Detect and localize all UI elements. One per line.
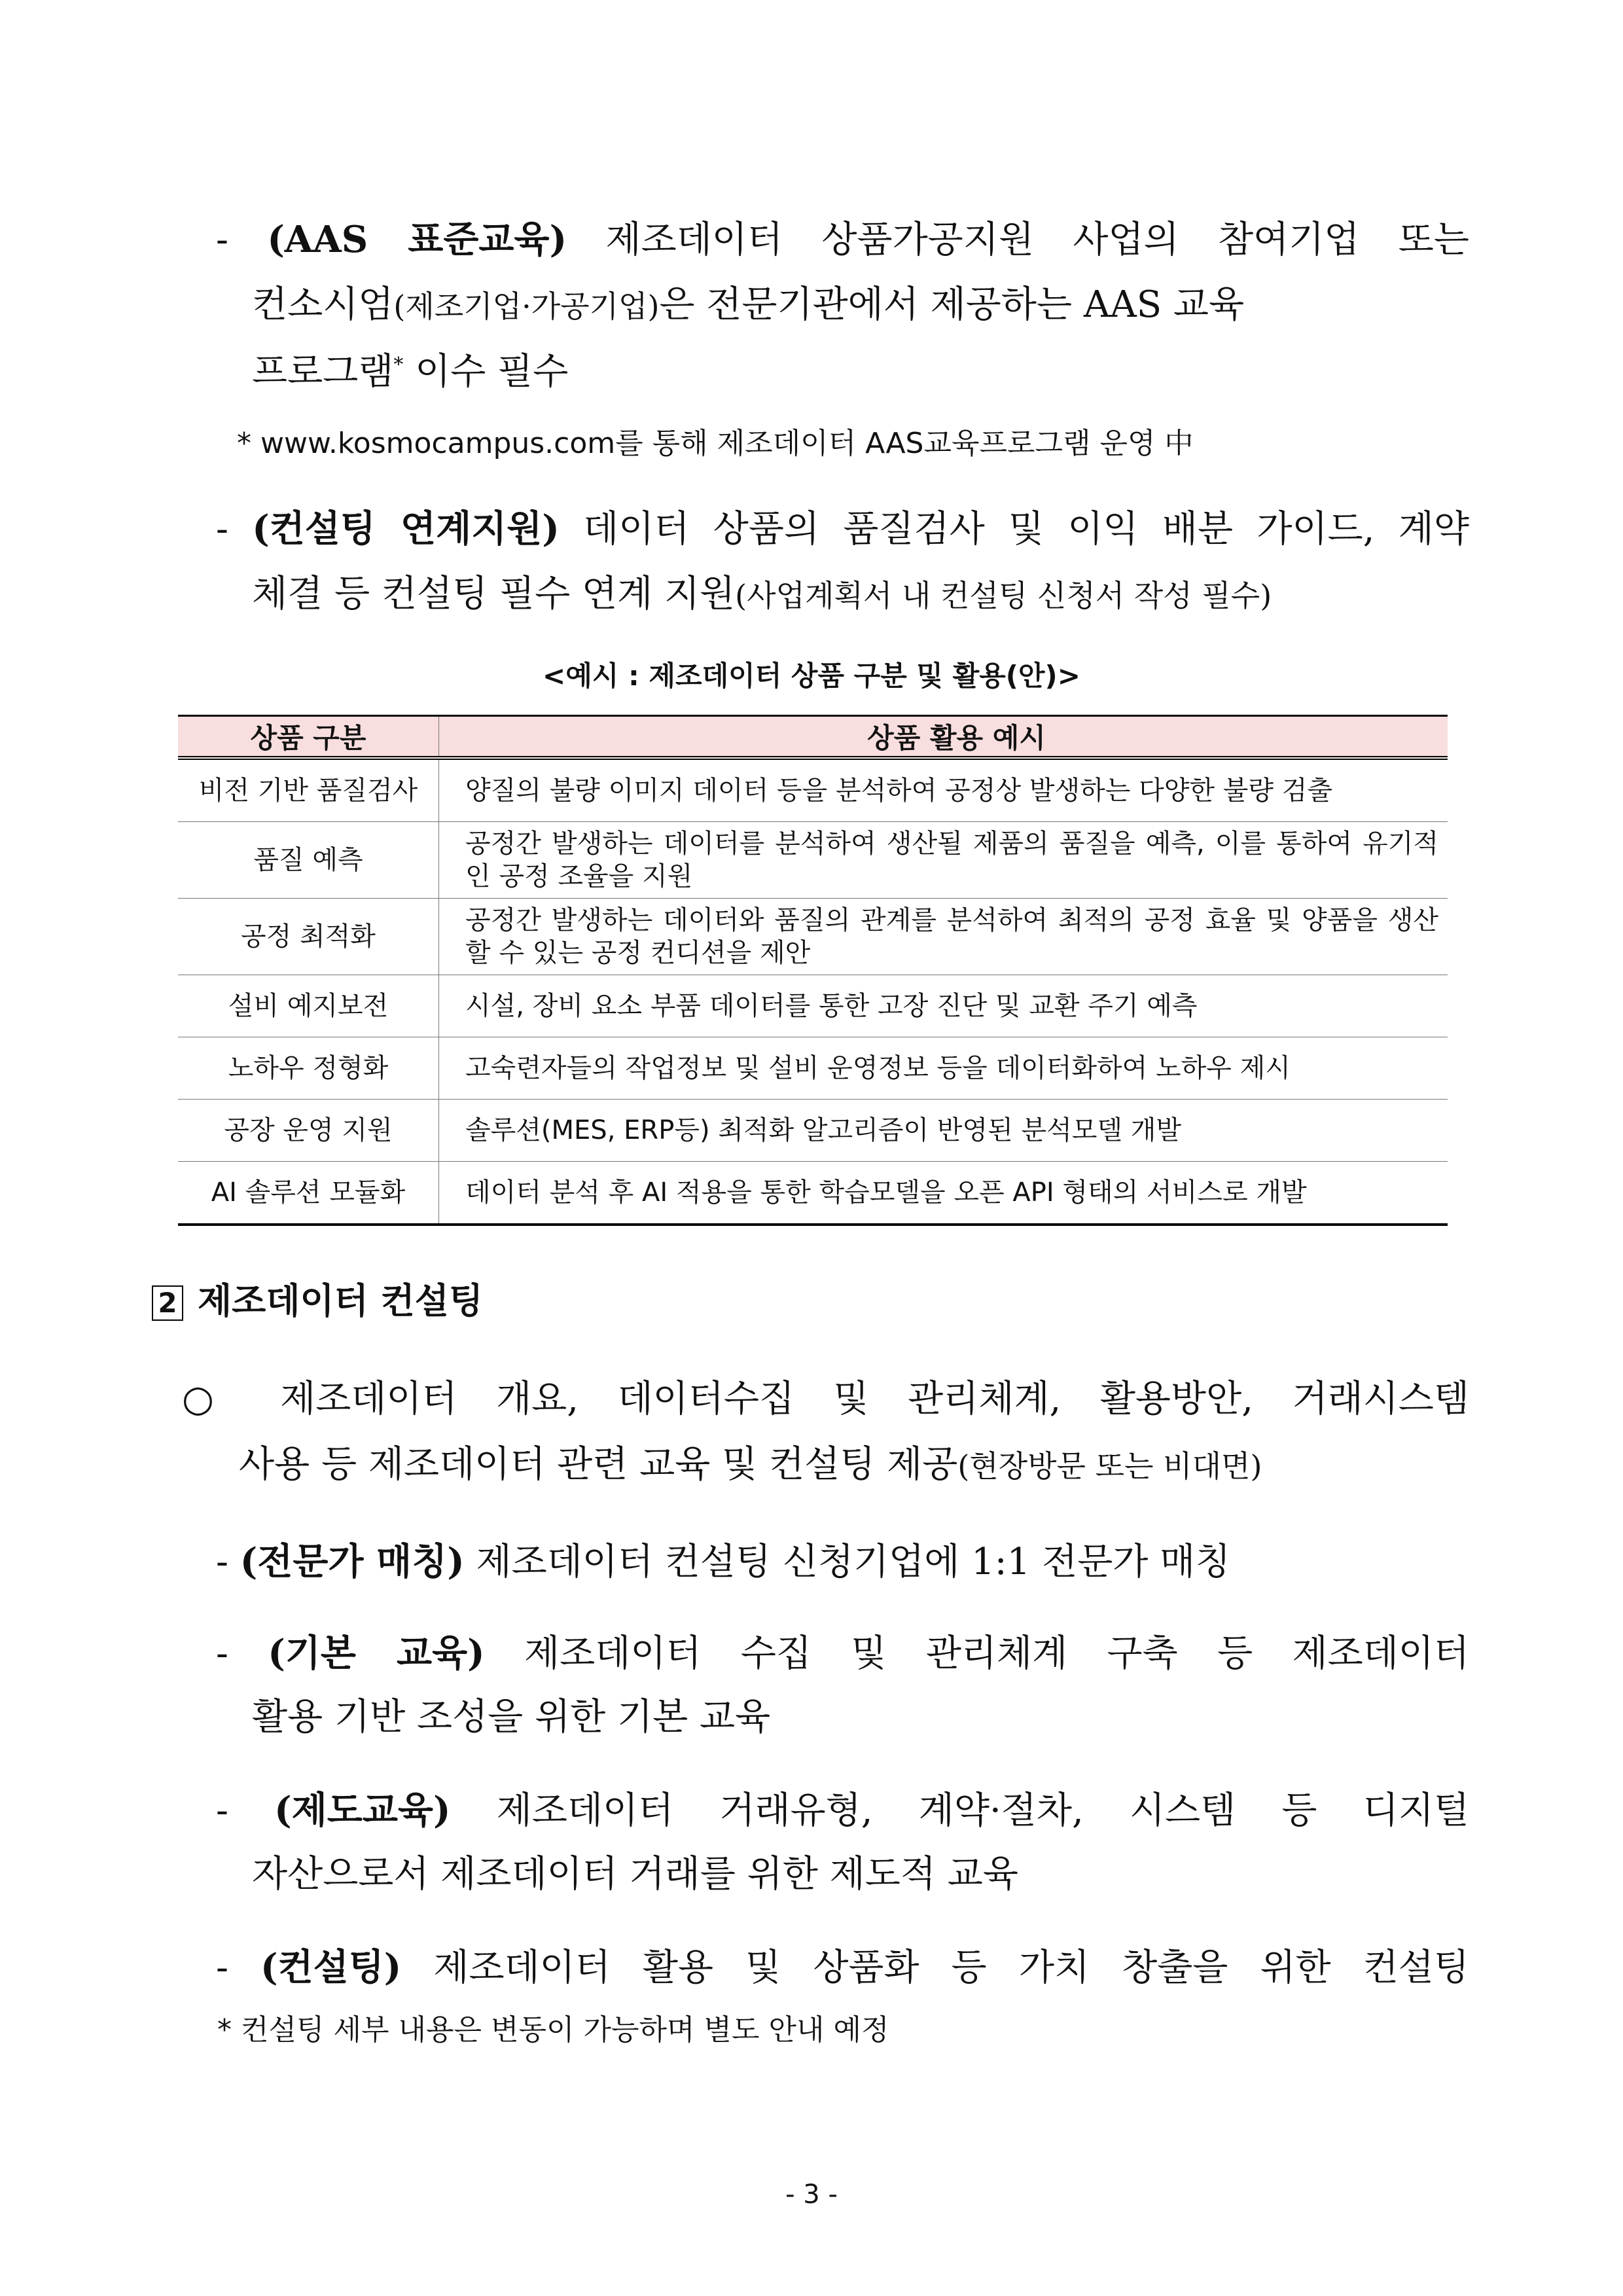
table-row [178, 1100, 1448, 1162]
row-usage: 고숙련자들의 작업정보 및 설비 운영정보 등을 데이터화하여 노하우 제시 [439, 1037, 1448, 1100]
dash: - [216, 219, 228, 261]
item-text: 제조데이터 활용 및 상품화 등 가치 창출을 위한 컨설팅 [433, 1946, 1469, 1989]
aas-line-2 [252, 274, 1469, 338]
aas-line-3-a: 프로그램 [252, 350, 394, 393]
header-category: 상품 구분 [178, 716, 439, 759]
item-heading: (제도교육) [274, 1789, 451, 1832]
row-category: 설비 예지보전 [178, 975, 439, 1037]
row-usage: 공정간 발생하는 데이터와 품질의 관계를 분석하여 최적의 공정 효율 및 양품을 생산할 수 있는 공정 컨디션을 제안 [439, 899, 1448, 975]
circle-line-1 [182, 1368, 1469, 1431]
aas-line-2-b: 은 전문기관에서 제공하는 AAS 교육 [659, 283, 1245, 326]
circle-line-2-paren: (현장방문 또는 비대면) [957, 1448, 1262, 1484]
item-system-education-line-2: 자산으로서 제조데이터 거래를 위한 제도적 교육 [252, 1853, 1018, 1895]
dash: - [216, 1541, 228, 1583]
footnote-star: * [393, 353, 404, 376]
row-usage: 공정간 발생하는 데이터를 분석하여 생산될 제품의 품질을 예측, 이를 통하여 유기적인 공정 조율을 지원 [439, 822, 1448, 899]
row-usage: 양질의 불량 이미지 데이터 등을 분석하여 공정상 발생하는 다양한 불량 검출 [439, 758, 1448, 822]
aas-heading: (AAS 표준교육) [267, 218, 567, 261]
dash: - [216, 1632, 228, 1675]
item-text: 제조데이터 거래유형, 계약·절차, 시스템 등 디지털 [496, 1789, 1469, 1832]
table-row [178, 1162, 1448, 1225]
header-usage: 상품 활용 예시 [439, 716, 1448, 759]
item-text: 제조데이터 컨설팅 신청기업에 1:1 전문가 매칭 [476, 1541, 1231, 1583]
circle-line-2 [239, 1433, 1262, 1498]
item-expert-matching [216, 1530, 1230, 1594]
dash: - [216, 1946, 228, 1989]
row-usage: 시설, 장비 요소 부품 데이터를 통한 고장 진단 및 교환 주기 예측 [439, 975, 1448, 1037]
row-category: 공장 운영 지원 [178, 1100, 439, 1162]
aas-line-2-paren: (제조기업·가공기업) [393, 289, 660, 324]
consulting-link-line-2-a: 체결 등 컨설팅 필수 연계 지원 [252, 573, 736, 615]
item-basic-education [216, 1622, 1469, 1685]
aas-line-1-text: 제조데이터 상품가공지원 사업의 참여기업 또는 [605, 219, 1469, 261]
item-heading: (전문가 매칭) [240, 1540, 465, 1583]
aas-line-2-left [252, 274, 1244, 338]
aas-note: * www.kosmocampus.com를 통해 제조데이터 AAS교육프로그램 운영 中 [237, 427, 1194, 460]
table-caption: <예시 : 제조데이터 상품 구분 및 활용(안)> [543, 660, 1080, 692]
table-row [178, 758, 1448, 822]
table-row [178, 975, 1448, 1037]
row-category: 비전 기반 품질검사 [178, 758, 439, 822]
circle-line-2-a: 사용 등 제조데이터 관련 교육 및 컨설팅 제공 [239, 1443, 958, 1486]
item-system-education [216, 1779, 1469, 1842]
aas-line-3-b: 이수 필수 [403, 350, 569, 393]
item-consulting [216, 1936, 1469, 2000]
row-category: 노하우 정형화 [178, 1037, 439, 1100]
dash: - [216, 1789, 228, 1832]
aas-line-1 [216, 208, 1469, 272]
consulting-link-line-2 [252, 563, 1272, 627]
table-header-row [178, 716, 1448, 759]
consulting-link-line-1 [216, 497, 1469, 561]
item-text: 제조데이터 수집 및 관리체계 구축 등 제조데이터 [524, 1632, 1469, 1675]
table-row [178, 822, 1448, 899]
consulting-link-line-1-text: 데이터 상품의 품질검사 및 이익 배분 가이드, 계약 [583, 508, 1469, 550]
circle-line-1-text: 제조데이터 개요, 데이터수집 및 관리체계, 활용방안, 거래시스템 [280, 1378, 1470, 1420]
aas-line-3 [252, 334, 568, 404]
row-category: 공정 최적화 [178, 899, 439, 975]
consulting-link-line-2-paren: (사업계획서 내 컨설팅 신청서 작성 필수) [735, 578, 1272, 613]
section-heading [152, 1275, 483, 1327]
aas-line-2-a: 컨소시엄 [252, 283, 394, 326]
section-number-box: 2 [152, 1285, 183, 1321]
row-usage: 데이터 분석 후 AI 적용을 통한 학습모델을 오픈 API 형태의 서비스로 개발 [439, 1162, 1448, 1225]
footnote: * 컨설팅 세부 내용은 변동이 가능하며 별도 안내 예정 [217, 2013, 889, 2047]
item-heading: (기본 교육) [268, 1632, 485, 1675]
row-category: AI 솔루션 모듈화 [178, 1162, 439, 1225]
product-example-table [178, 715, 1448, 1226]
consulting-link-heading: (컨설팅 연계지원) [252, 507, 560, 550]
item-basic-education-line-2: 활용 기반 조성을 위한 기본 교육 [252, 1696, 771, 1738]
dash: - [216, 508, 228, 550]
circle-bullet: ○ [182, 1378, 241, 1420]
page-number: - 3 - [785, 2179, 838, 2210]
section-title: 제조데이터 컨설팅 [198, 1280, 484, 1321]
item-heading: (컨설팅) [260, 1946, 402, 1989]
row-category: 품질 예측 [178, 822, 439, 899]
table-row [178, 899, 1448, 975]
table-row [178, 1037, 1448, 1100]
row-usage: 솔루션(MES, ERP등) 최적화 알고리즘이 반영된 분석모델 개발 [439, 1100, 1448, 1162]
